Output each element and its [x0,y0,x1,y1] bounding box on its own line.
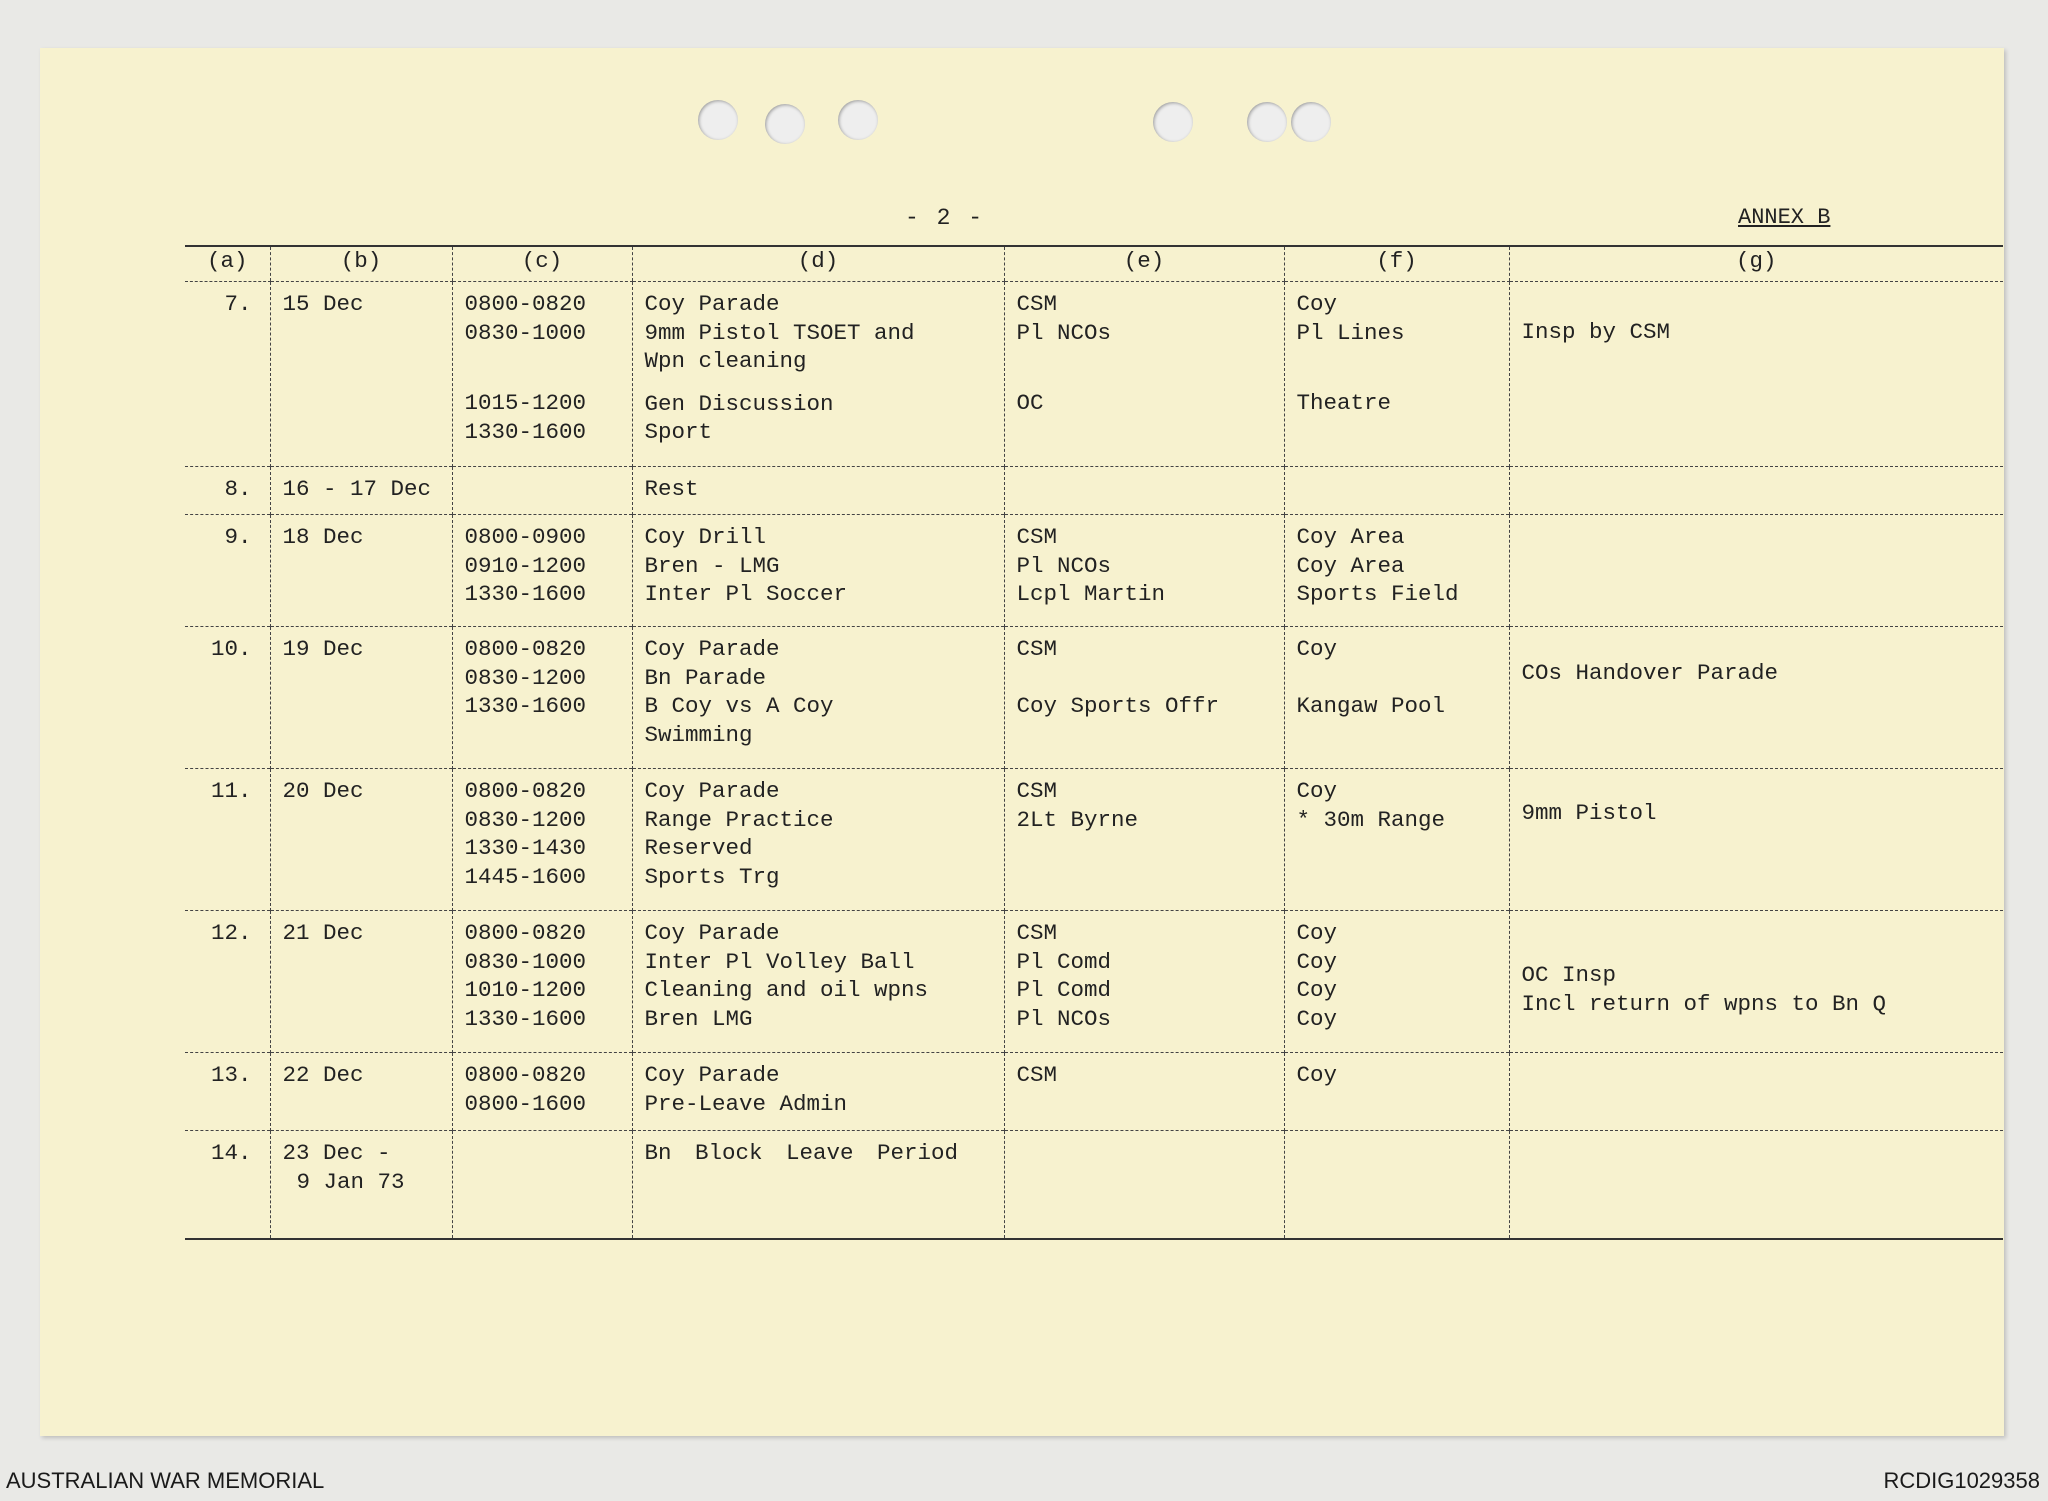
table-row [185,467,2003,515]
remarks-cell [1509,515,2003,627]
table-row [185,282,2003,467]
times-cell [452,627,632,769]
location: Sports Field [1296,581,1459,607]
remarks-cell [1509,1053,2003,1131]
location-cell [1284,1131,1509,1239]
activity: Bren - LMG [644,552,780,579]
conducted-by: 2Lt Byrne [1016,806,1139,833]
date-end: 9 Jan 73 [296,1168,405,1195]
conducted-by: CSM [1016,636,1058,662]
remark: OC Insp [1521,962,1617,988]
date: 20 Dec [282,778,364,804]
remarks-cell [1509,467,2003,515]
page-number: - 2 - [905,205,985,231]
time: 0800-0820 [464,1062,587,1088]
time: 1330-1600 [464,581,587,607]
activity: Range Practice [644,806,834,833]
punch-hole [698,100,738,140]
table-row [185,515,2003,627]
date-cell [270,627,452,769]
remark: 9mm Pistol [1521,800,1657,826]
activity: Wpn cleaning [644,348,807,374]
activity: Swimming [644,721,753,748]
time: 1330-1600 [464,418,587,445]
activity: Inter Pl Volley Ball [644,948,915,975]
serial-number: 13. [210,1062,252,1088]
conducted-by: CSM [1016,1062,1058,1088]
activity: Coy Parade [644,291,780,317]
date: 22 Dec [282,1062,364,1088]
remarks-cell [1509,911,2003,1053]
activity: Sports Trg [644,863,780,890]
serial-number: 10. [210,636,252,662]
time: 1445-1600 [464,863,587,890]
times-cell [452,467,632,515]
conducted-by-cell [1004,911,1284,1053]
times-cell [452,282,632,467]
date-cell [270,1131,452,1239]
date: 23 Dec - [282,1140,391,1166]
serial-cell [185,769,270,911]
training-schedule-table [185,245,2003,1240]
date-cell [270,282,452,467]
remarks-cell [1509,1131,2003,1239]
location: Coy Area [1296,552,1405,579]
activity: Bn Parade [644,664,767,691]
column-header-e: (e) [1004,246,1284,282]
location: Coy [1296,920,1338,946]
location-cell [1284,911,1509,1053]
serial-cell [185,515,270,627]
serial-cell [185,627,270,769]
activity: Pre-Leave Admin [644,1090,848,1117]
location: Theatre [1296,390,1392,416]
conducted-by: Pl NCOs [1016,1005,1112,1032]
location: Coy [1296,778,1338,804]
activity-cell [632,467,1004,515]
location: Coy [1296,1005,1338,1032]
location: Coy [1296,948,1338,975]
location: Coy Area [1296,524,1405,550]
serial-cell [185,1053,270,1131]
activity: Sport [644,419,713,445]
conducted-by: CSM [1016,920,1058,946]
conducted-by-cell [1004,769,1284,911]
conducted-by-cell [1004,1053,1284,1131]
activity: Inter Pl Soccer [644,581,848,607]
table-row [185,769,2003,911]
time: 0800-0820 [464,920,587,946]
date: 18 Dec [282,524,364,550]
conducted-by: Coy Sports Offr [1016,692,1220,719]
serial-number: 11. [210,778,252,804]
time: 0910-1200 [464,552,587,579]
date: 15 Dec [282,291,364,317]
time: 0800-0900 [464,524,587,550]
remark: Incl return of wpns to Bn Q [1521,990,1887,1017]
activity-cell [632,1131,1004,1239]
times-cell [452,769,632,911]
punch-hole [1291,102,1331,142]
punch-hole [1153,102,1193,142]
times-cell [452,515,632,627]
location: Pl Lines [1296,319,1405,346]
activity: 9mm Pistol TSOET and [644,319,915,346]
activity: Bren LMG [644,1005,753,1032]
conducted-by-cell [1004,467,1284,515]
time: 0830-1000 [464,948,587,975]
time: 0830-1000 [464,319,587,346]
date-cell [270,769,452,911]
times-cell [452,1131,632,1239]
serial-cell [185,911,270,1053]
time: 0830-1200 [464,664,587,691]
remarks-cell [1509,627,2003,769]
times-cell [452,1053,632,1131]
remarks-cell [1509,282,2003,467]
date: 16 - 17 Dec [282,476,432,502]
archive-id: RCDIG1029358 [1883,1468,2040,1493]
column-header-a: (a) [185,246,270,282]
punch-hole [838,100,878,140]
serial-number: 8. [224,476,252,502]
activity: Coy Parade [644,920,780,946]
date-cell [270,911,452,1053]
location-cell [1284,282,1509,467]
remark: COs Handover Parade [1521,660,1779,686]
table-row [185,1131,2003,1239]
activity-cell [632,627,1004,769]
serial-cell [185,467,270,515]
time: 1330-1430 [464,835,587,861]
time: 1330-1600 [464,693,587,719]
conducted-by: CSM [1016,291,1058,317]
date: 19 Dec [282,636,364,662]
date-cell [270,515,452,627]
serial-number: 14. [210,1140,252,1166]
activity: Coy Parade [644,778,780,804]
serial-cell [185,282,270,467]
activity-cell [632,911,1004,1053]
serial-cell [185,1131,270,1239]
time: 1010-1200 [464,977,587,1003]
conducted-by: CSM [1016,524,1058,550]
column-header-g: (g) [1509,246,2003,282]
activity-cell [632,1053,1004,1131]
location: Kangaw Pool [1296,692,1446,719]
location: Coy [1296,636,1338,662]
activity: Reserved [644,835,753,861]
time: 1015-1200 [464,390,587,416]
table-row [185,911,2003,1053]
activity: Cleaning and oil wpns [644,977,929,1003]
location-cell [1284,467,1509,515]
time: 0800-0820 [464,636,587,662]
time: 0800-0820 [464,778,587,804]
remarks-cell [1509,769,2003,911]
punch-hole [1247,102,1287,142]
conducted-by-cell [1004,515,1284,627]
conducted-by-cell [1004,627,1284,769]
activity-cell [632,282,1004,467]
table-row [185,627,2003,769]
location: Coy [1296,977,1338,1003]
activity-cell [632,769,1004,911]
conducted-by: Pl Comd [1016,977,1112,1003]
conducted-by-cell [1004,1131,1284,1239]
column-header-c: (c) [452,246,632,282]
activity: B Coy vs A Coy [644,693,834,719]
conducted-by: Lcpl Martin [1016,581,1166,607]
location: Coy [1296,291,1338,317]
time: 0800-0820 [464,291,587,317]
serial-number: 7. [224,291,252,317]
date: 21 Dec [282,920,364,946]
activity: Coy Parade [644,1062,780,1088]
conducted-by: OC [1016,390,1044,416]
archive-credit: AUSTRALIAN WAR MEMORIAL [6,1468,325,1493]
activity: Coy Drill [644,524,767,550]
column-header-f: (f) [1284,246,1509,282]
location-cell [1284,627,1509,769]
times-cell [452,911,632,1053]
location-cell [1284,1053,1509,1131]
punch-hole [765,104,805,144]
activity: Coy Parade [644,636,780,662]
activity: Bn Block Leave Period [644,1140,959,1166]
activity: Gen Discussion [644,390,834,417]
date-cell [270,1053,452,1131]
column-header-b: (b) [270,246,452,282]
activity: Rest [644,476,699,502]
conducted-by: Pl Comd [1016,948,1112,975]
location: Coy [1296,1062,1338,1088]
time: 1330-1600 [464,1005,587,1032]
time: 0830-1200 [464,806,587,833]
activity-cell [632,515,1004,627]
column-header-d: (d) [632,246,1004,282]
column-header-row [185,246,2003,282]
conducted-by: Pl NCOs [1016,552,1112,579]
remark: Insp by CSM [1521,319,1671,345]
location: * 30m Range [1296,806,1446,833]
conducted-by-cell [1004,282,1284,467]
annex-label: ANNEX B [1738,205,1831,230]
conducted-by: Pl NCOs [1016,319,1112,346]
table-row [185,1053,2003,1131]
serial-number: 12. [210,920,252,946]
serial-number: 9. [224,524,252,550]
date-cell [270,467,452,515]
location-cell [1284,515,1509,627]
location-cell [1284,769,1509,911]
time: 0800-1600 [464,1090,587,1117]
conducted-by: CSM [1016,778,1058,804]
